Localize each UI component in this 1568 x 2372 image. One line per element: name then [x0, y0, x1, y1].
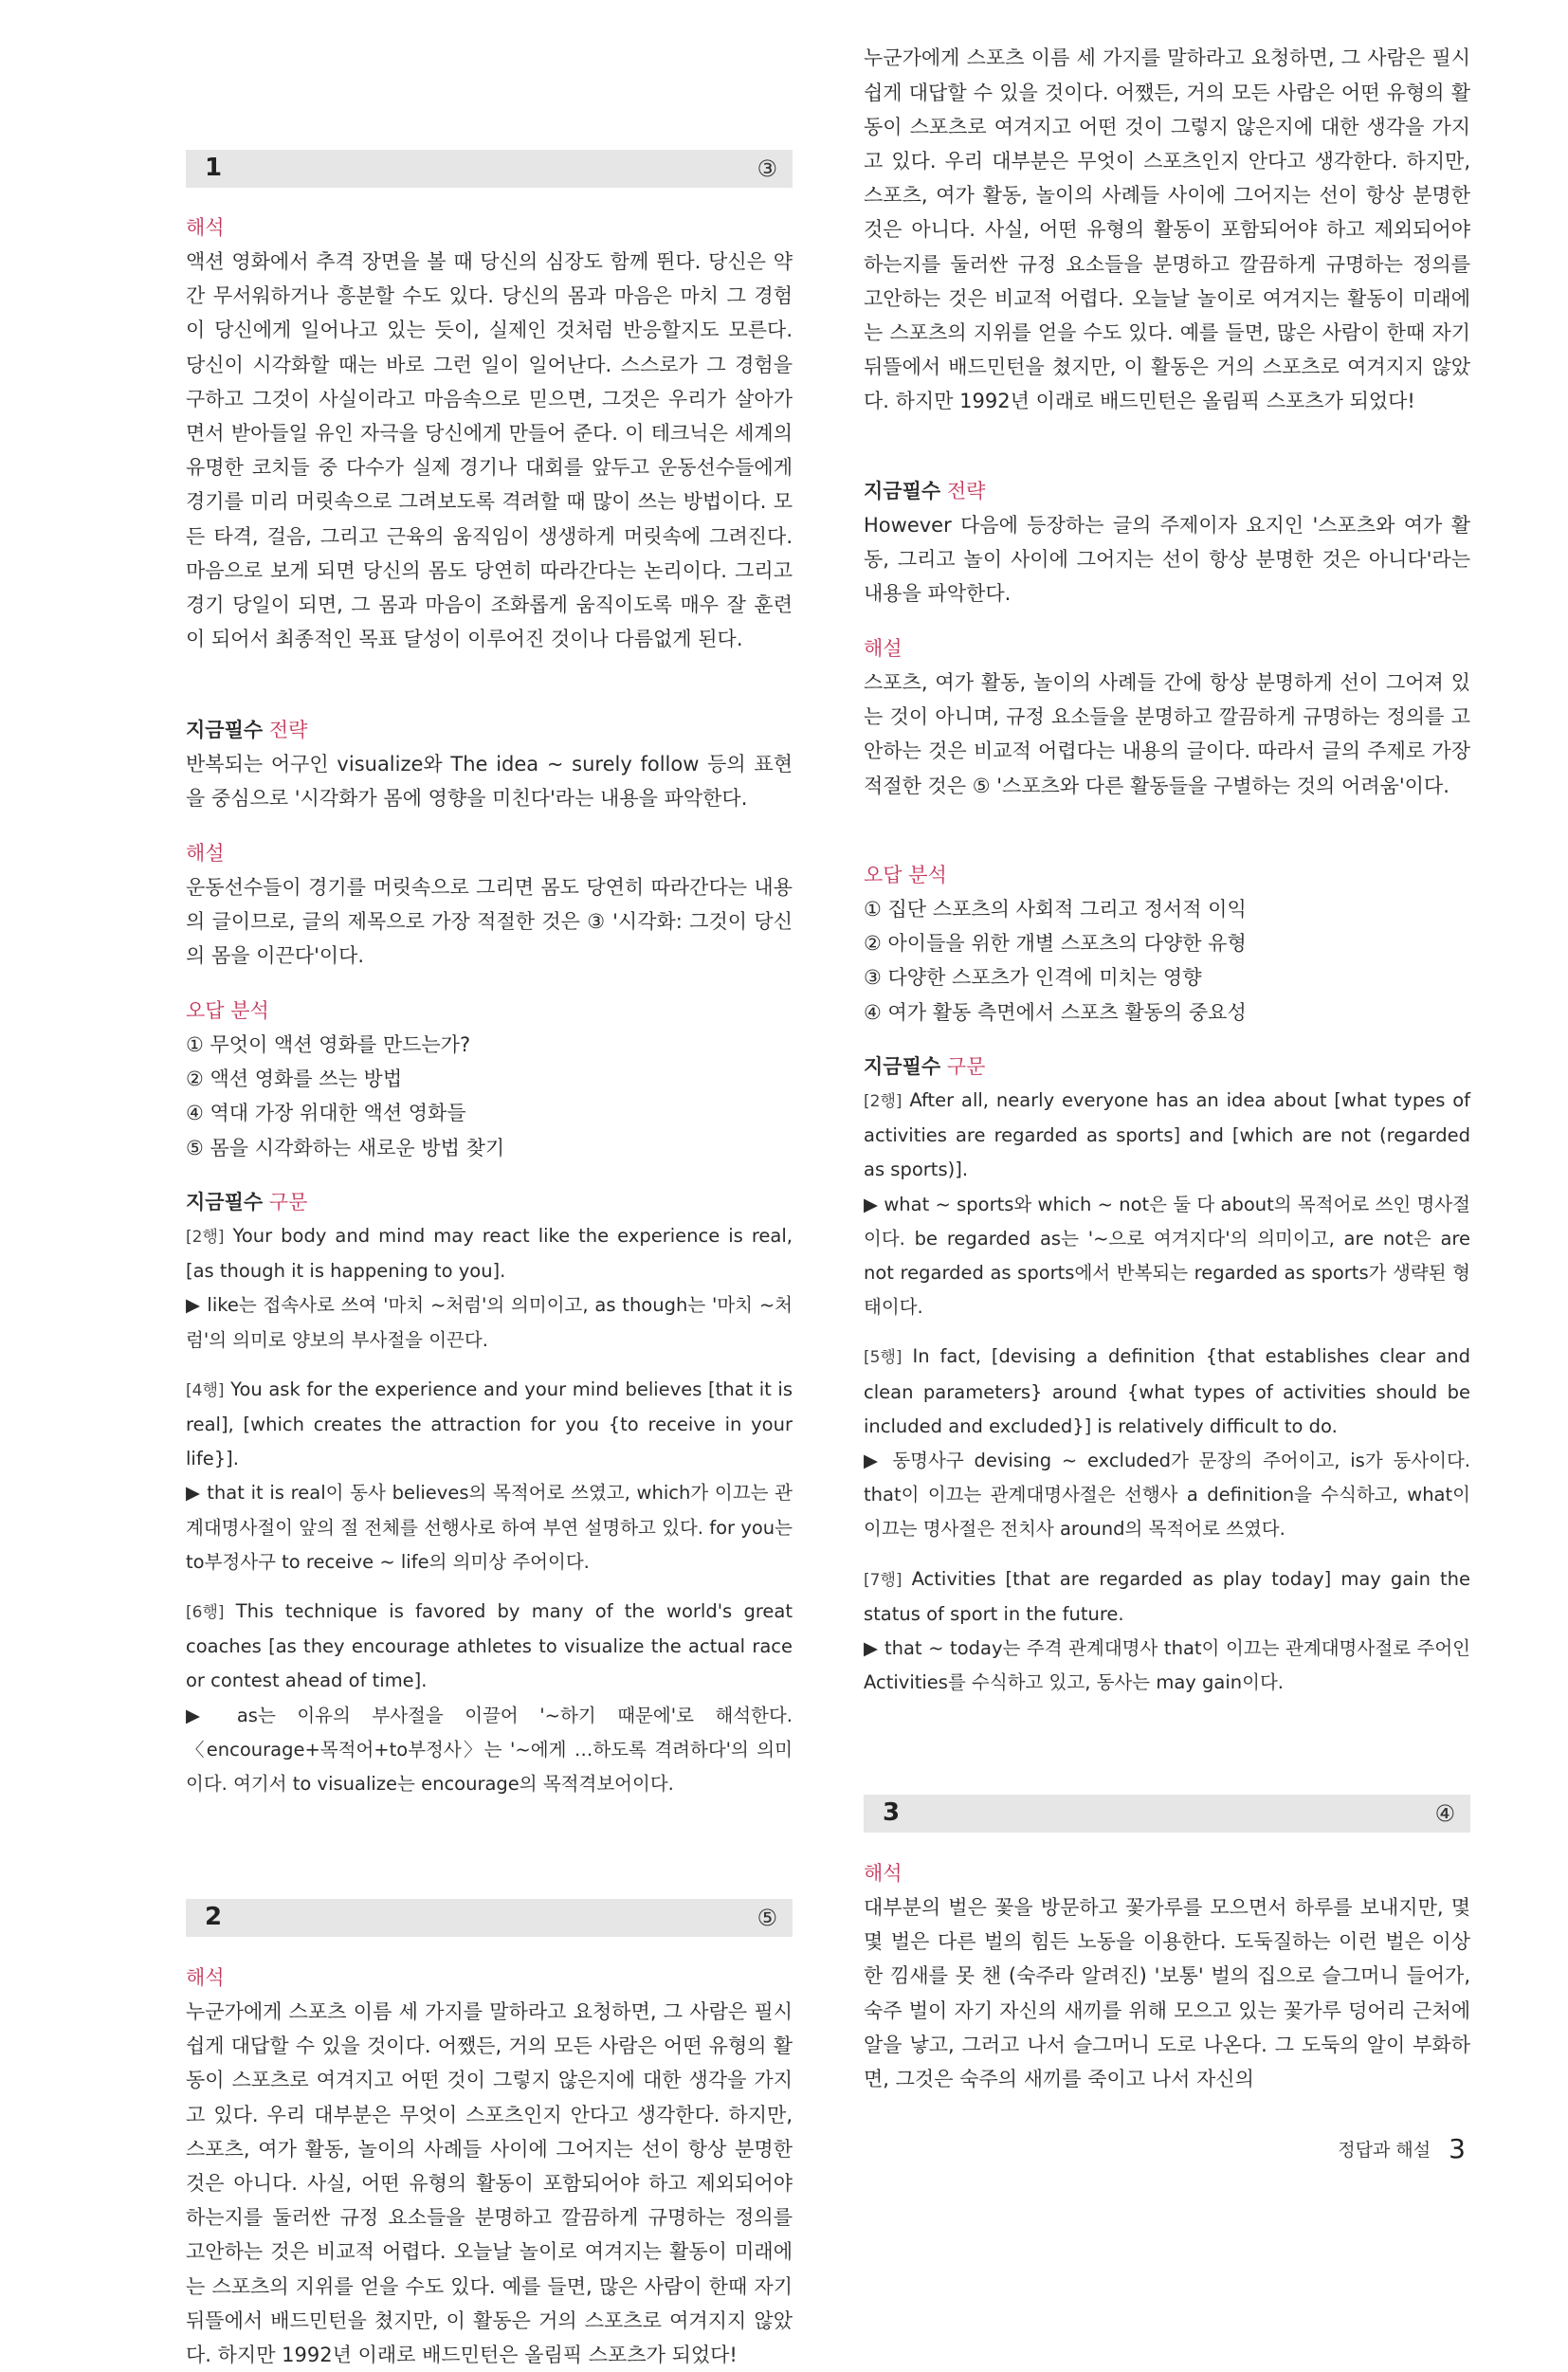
q2-translation-section-part2 — [864, 46, 1470, 453]
question-number: 1 — [205, 154, 223, 182]
q2-translation-section-part1 — [186, 1961, 793, 2367]
question-number: 2 — [205, 1903, 223, 1931]
section-heading: 지금필수 구문 — [864, 1055, 986, 1078]
wrong-option: ④ 여가 활동 측면에서 스포츠 활동의 중요성 — [864, 1000, 1247, 1024]
answer-badge: ③ — [757, 155, 777, 182]
q2-strategy-section — [864, 474, 1470, 611]
section-heading: 해설 — [864, 637, 903, 660]
translation-text: 액션 영화에서 추격 장면을 볼 때 당신의 심장도 함께 뛴다. 당신은 약간 무서워하거나 흥분할 수도 있다. 당신의 몸과 마음은 마치 그 경험이 당신에게 일어나고 있는 듯이, 실제인 것처럼 반응할지도 모른다. 당신이 시각화할 때는 바로 그런 일이 일어난다. 스스로가 그 경험을 구하고 그것이 사실이라고 마음속으로 믿으면, 그것은 우리가 살아가면서 받아들일 유인 자극을 당신에게 만들어 준다. 이 테크닉은 세계의 유명한 코치들 중 다수가 실제 경기나 대회를 앞두고 운동선수들에게 경기를 미리 머릿속으로 그려보도록 격려할 때 많이 쓰는 방법이다. 모든 타격, 걸음, 그리고 근육의 움직임이 생생하게 머릿속에 그려진다. 마음으로 보게 되면 당신의 몸도 당연히 따라간다는 논리이다. 그리고 경기 당일이 되면, 그 몸과 마음이 조화롭게 움직이도록 매우 잘 훈련이 되어서 최종적인 목표 달성이 이루어진 것이나 다름없게 된다. — [186, 250, 793, 651]
wrong-option: ④ 역대 가장 위대한 액션 영화들 — [186, 1102, 466, 1125]
section-heading: 지금필수 전략 — [186, 719, 308, 741]
section-heading: 해석 — [186, 1966, 225, 1989]
answer-badge: ⑤ — [757, 1905, 777, 1931]
question-1-header — [186, 150, 793, 188]
section-heading: 오답 분석 — [864, 864, 947, 886]
strategy-text: However 다음에 등장하는 글의 주제이자 요지인 '스포츠와 여가 활동, 그리고 놀이 사이에 그어지는 선이 항상 분명한 것은 아니다'라는 내용을 파악한다. — [864, 514, 1470, 606]
page-footer — [1338, 2133, 1466, 2164]
syntax-note: ▶ that it is real이 동사 believes의 목적어로 쓰였고, which가 이끄는 관계대명사절이 앞의 절 전체를 선행사로 하여 부연 설명하고 있다. for you는 to부정사구 to receive ~ life의 의미상 주어이다. — [186, 1482, 793, 1573]
section-heading: 해석 — [186, 216, 225, 239]
section-heading: 지금필수 전략 — [864, 480, 986, 502]
explanation-text: 스포츠, 여가 활동, 놀이의 사례들 간에 항상 분명하게 선이 그어져 있는 것이 아니며, 규정 요소들을 분명하고 깔끔하게 규명하는 정의를 고안하는 것은 비교적 어렵다는 내용의 글이다. 따라서 글의 주제로 가장 적절한 것은 ⑤ '스포츠와 다른 활동들을 구별하는 것의 어려움'이다. — [864, 671, 1470, 797]
syntax-note: ▶ as는 이유의 부사절을 이끌어 '~하기 때문에'로 해석한다. 〈encourage+목적어+to부정사〉는 '~에게 …하도록 격려하다'의 의미이다. 여기서 to visualize는 encourage의 목적격보어이다. — [186, 1704, 793, 1796]
question-number: 3 — [883, 1798, 901, 1827]
q1-wrong-answers-section — [186, 994, 793, 1165]
syntax-item — [186, 1595, 793, 1801]
q2-wrong-answers-section — [864, 858, 1470, 1030]
section-heading: 오답 분석 — [186, 999, 269, 1022]
section-heading: 지금필수 구문 — [186, 1191, 308, 1213]
q2-explanation-section — [864, 631, 1470, 803]
syntax-note: ▶ that ~ today는 주격 관계대명사 that이 이끄는 관계대명사절로 주어인 Activities를 수식하고 있고, 동사는 may gain이다. — [864, 1637, 1470, 1694]
syntax-sentence: [7행] Activities [that are regarded as play today] may gain the status of sport in the future. — [864, 1567, 1470, 1625]
wrong-option: ① 무엇이 액션 영화를 만드는가? — [186, 1033, 471, 1056]
translation-text-continued: 누군가에게 스포츠 이름 세 가지를 말하라고 요청하면, 그 사람은 필시 쉽게 대답할 수 있을 것이다. 어쨌든, 거의 모든 사람은 어떤 유형의 활동이 스포츠로 여겨지고 어떤 것이 그렇지 않은지에 대한 생각을 가지고 있다. 우리 대부분은 무엇이 스포츠인지 안다고 생각한다. 하지만, 스포츠, 여가 활동, 놀이의 사례들 사이에 그어지는 선이 항상 분명한 것은 아니다. 사실, 어떤 유형의 활동이 포함되어야 하고 제외되어야 하는지를 둘러싼 규정 요소들을 분명하고 깔끔하게 규명하는 정의를 고안하는 것은 비교적 어렵다. 오늘날 놀이로 여겨지는 활동이 미래에는 스포츠의 지위를 얻을 수도 있다. 예를 들면, 많은 사람이 한때 자기 뒤뜰에서 배드민턴을 쳤지만, 이 활동은 거의 스포츠로 여겨지지 않았다. 하지만 1992년 이래로 배드민턴은 올림픽 스포츠가 되었다! — [864, 46, 1470, 413]
syntax-item — [186, 1373, 793, 1579]
wrong-option: ② 액션 영화를 쓰는 방법 — [186, 1067, 403, 1091]
syntax-note: ▶ what ~ sports와 which ~ not은 둘 다 about의 목적어로 쓰인 명사절이다. be regarded as는 '~으로 여겨지다'의 의미이고, are not은 are not regarded as sports에서 반복되는 regarded as sports가 생략된 형태이다. — [864, 1193, 1470, 1319]
translation-text: 누군가에게 스포츠 이름 세 가지를 말하라고 요청하면, 그 사람은 필시 쉽게 대답할 수 있을 것이다. 어쨌든, 거의 모든 사람은 어떤 유형의 활동이 스포츠로 여겨지고 어떤 것이 그렇지 않은지에 대한 생각을 가지고 있다. 우리 대부분은 무엇이 스포츠인지 안다고 생각한다. 하지만, 스포츠, 여가 활동, 놀이의 사례들 사이에 그어지는 선이 항상 분명한 것은 아니다. 사실, 어떤 유형의 활동이 포함되어야 하고 제외되어야 하는지를 둘러싼 규정 요소들을 분명하고 깔끔하게 규명하는 정의를 고안하는 것은 비교적 어렵다. 오늘날 놀이로 여겨지는 활동이 미래에는 스포츠의 지위를 얻을 수도 있다. 예를 들면, 많은 사람이 한때 자기 뒤뜰에서 배드민턴을 쳤지만, 이 활동은 거의 스포츠로 여겨지지 않았다. 하지만 1992년 이래로 배드민턴은 올림픽 스포츠가 되었다! — [186, 2000, 793, 2367]
syntax-sentence: [6행] This technique is favored by many of the world's great coaches [as they encourage athletes to visualize the actual race or contest ahead of time]. — [186, 1600, 793, 1692]
q1-translation-section — [186, 210, 793, 656]
strategy-text: 반복되는 어구인 visualize와 The idea ~ surely follow 등의 표현을 중심으로 '시각화가 몸에 영향을 미친다'라는 내용을 파악한다. — [186, 753, 793, 811]
syntax-item — [186, 1219, 793, 1358]
syntax-item — [864, 1084, 1470, 1324]
translation-text: 대부분의 벌은 꽃을 방문하고 꽃가루를 모으면서 하루를 보내지만, 몇몇 벌은 다른 벌의 힘든 노동을 이용한다. 도둑질하는 이런 벌은 이상한 낌새를 못 챈 (숙주라 알려진) '보통' 벌의 집으로 슬그머니 들어가, 숙주 벌이 자기 자신의 새끼를 위해 모으고 있는 꽃가루 덩어리 근처에 알을 낳고, 그러고 나서 슬그머니 도로 나온다. 그 도둑의 알이 부화하면, 그것은 숙주의 새끼를 죽이고 나서 자신의 — [864, 1896, 1470, 2091]
page-number: 3 — [1449, 2133, 1466, 2164]
q2-syntax-section — [864, 1049, 1470, 1700]
question-2-header — [186, 1899, 793, 1937]
syntax-note: ▶ 동명사구 devising ~ excluded가 문장의 주어이고, is가 동사이다. that이 이끄는 관계대명사절은 선행사 a definition을 수식하고, what이 이끄는 명사절은 전치사 around의 목적어로 쓰였다. — [864, 1450, 1470, 1541]
syntax-item — [864, 1562, 1470, 1701]
wrong-option: ③ 다양한 스포츠가 인격에 미치는 영향 — [864, 966, 1202, 990]
wrong-option: ① 집단 스포츠의 사회적 그리고 정서적 이익 — [864, 898, 1247, 921]
syntax-note: ▶ like는 접속사로 쓰여 '마치 ~처럼'의 의미이고, as though는 '마치 ~처럼'의 의미로 양보의 부사절을 이끈다. — [186, 1294, 793, 1351]
syntax-item — [864, 1340, 1470, 1546]
q1-strategy-section — [186, 713, 793, 815]
explanation-text: 운동선수들이 경기를 머릿속으로 그리면 몸도 당연히 따라간다는 내용의 글이므로, 글의 제목으로 가장 적절한 것은 ③ '시각화: 그것이 당신의 몸을 이끈다'이다. — [186, 876, 793, 968]
wrong-option: ② 아이들을 위한 개별 스포츠의 다양한 유형 — [864, 932, 1247, 956]
answer-badge: ④ — [1434, 1800, 1455, 1827]
section-heading: 해설 — [186, 842, 225, 865]
q1-syntax-section — [186, 1185, 793, 1801]
question-3-header — [864, 1795, 1470, 1833]
syntax-sentence: [2행] Your body and mind may react like the experience is real, [as though it is happening to you]. — [186, 1225, 793, 1283]
section-heading: 해석 — [864, 1862, 903, 1885]
footer-label: 정답과 해설 — [1338, 2140, 1431, 2161]
q3-translation-section — [864, 1856, 1470, 2099]
wrong-option: ⑤ 몸을 시각화하는 새로운 방법 찾기 — [186, 1136, 505, 1159]
q1-explanation-section — [186, 836, 793, 974]
syntax-sentence: [5행] In fact, [devising a definition {that establishes clear and clean parameters} around {what types of activities should be included and excluded}] is relatively difficult to do. — [864, 1345, 1470, 1437]
syntax-sentence: [2행] After all, nearly everyone has an idea about [what types of activities are regarded as sports] and [which are not (regarded as sports)]. — [864, 1089, 1470, 1181]
syntax-sentence: [4행] You ask for the experience and your mind believes [that it is real], [which creates the attraction for you {to receive in your life}]. — [186, 1378, 793, 1470]
